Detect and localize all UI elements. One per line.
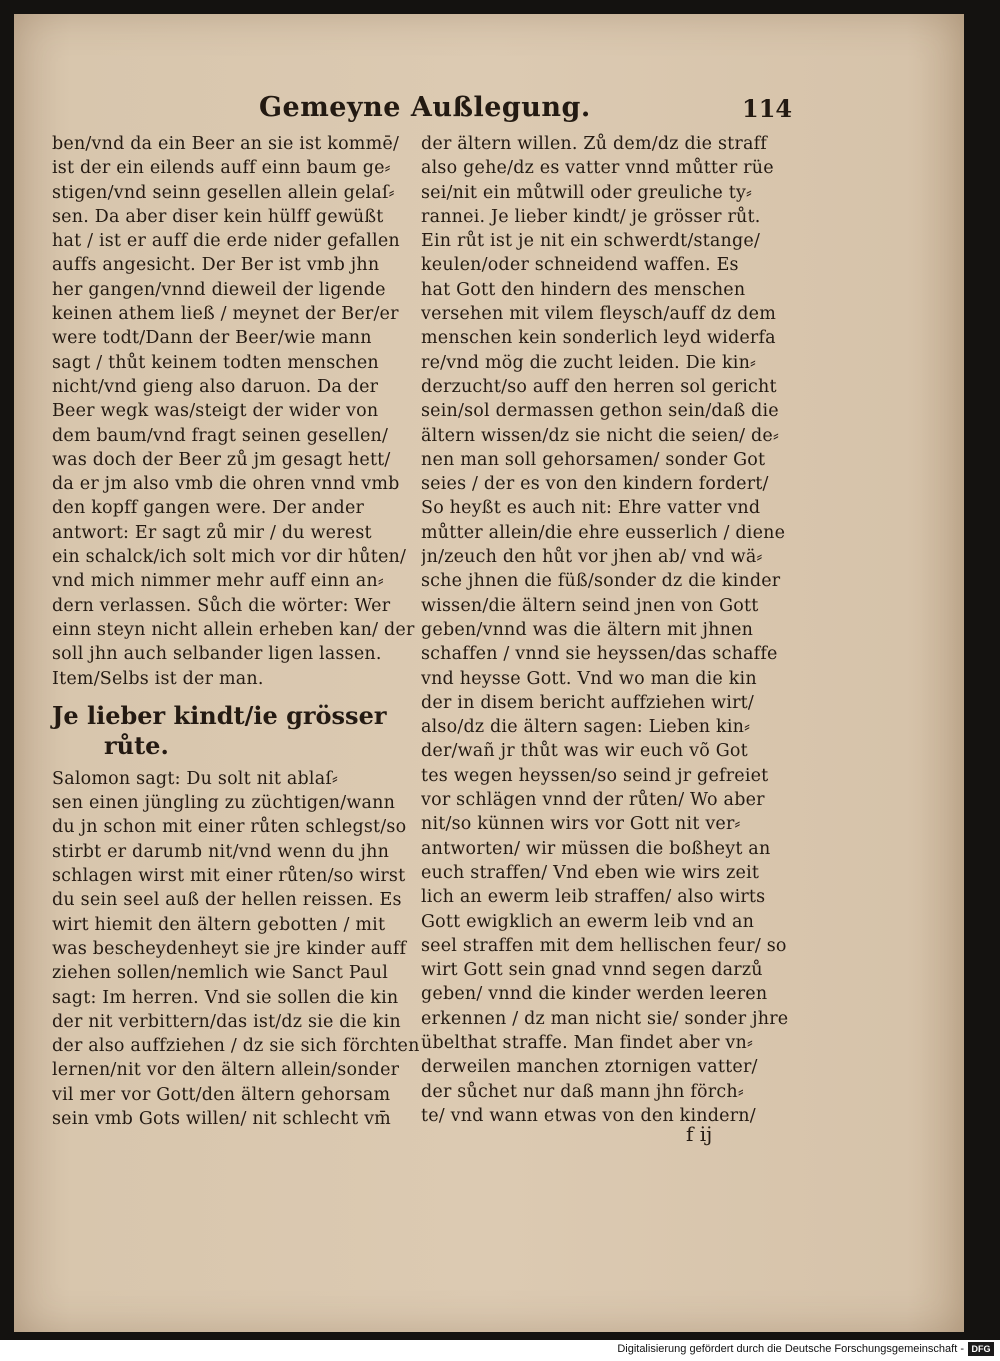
text-line: lernen/nit vor den ältern allein/sonder — [52, 1060, 400, 1081]
text-line: antworten/ wir müssen die boßheyt an — [421, 838, 771, 859]
text-line: dem baum/vnd fragt seinen gesellen/ — [52, 425, 389, 446]
text-line: derzucht/so auff den herren sol gericht — [421, 376, 777, 397]
text-line: schaffen / vnnd sie heyssen/das schaffe — [421, 644, 778, 665]
text-line: stigen/vnd seinn gesellen allein gelaſ⸗ — [52, 182, 395, 203]
text-line: hat / ist er auff die erde nider gefallen — [52, 231, 400, 252]
text-line: derweilen manchen ztornigen vatter/ — [421, 1057, 758, 1078]
footer-bar — [0, 1340, 1000, 1361]
text-line: keulen/oder schneidend waffen. Es — [421, 255, 739, 276]
text-line: was bescheydenheyt sie jre kinder auff — [52, 938, 407, 959]
left-text-block-b — [52, 767, 424, 1131]
text-line: Gott ewigklich an ewerm leib vnd an — [421, 911, 755, 932]
left-text-block-a — [52, 132, 424, 691]
text-line: du jn schon mit einer růten schlegst/so — [52, 817, 407, 838]
text-line: menschen kein sonderlich leyd widerfa — [421, 328, 776, 349]
text-line: seies / der es von den kindern fordert/ — [421, 474, 769, 495]
text-line: rannei. Je lieber kindt/ je grösser růt. — [421, 206, 761, 227]
text-line: übelthat straffe. Man findet aber vn⸗ — [421, 1032, 753, 1053]
text-line: Item/Selbs ist der man. — [52, 668, 264, 689]
text-line: der/wañ jr thůt was wir euch võ Got — [421, 741, 748, 762]
text-line: geben/ vnnd die kinder werden leeren — [421, 984, 768, 1005]
text-line: sen einen jüngling zu züchtigen/wann — [52, 793, 396, 814]
text-line: Beer wegk was/steigt der wider von — [52, 401, 379, 422]
text-line: sen. Da aber diser kein hülff gewüßt — [52, 206, 384, 227]
text-line: einn steyn nicht allein erheben kan/ der — [52, 619, 415, 640]
text-line: ben/vnd da ein Beer an sie ist kommē/ — [52, 134, 400, 154]
text-line: seel straffen mit dem hellischen feur/ so — [421, 935, 787, 956]
funding-credit: Digitalisierung gefördert durch die Deutsche Forschungsgemeinschaft - — [617, 1343, 964, 1355]
text-line: jn/zeuch den hůt vor jhen ab/ vnd wä⸗ — [421, 547, 763, 568]
text-line: soll jhn auch selbander ligen lassen. — [52, 644, 382, 665]
text-line: den kopff gangen were. Der ander — [52, 498, 365, 519]
text-line: da er jm also vmb die ohren vnnd vmb — [52, 474, 400, 495]
running-title: Gemeyne Außlegung. — [259, 92, 591, 123]
text-line: vnd heysse Gott. Vnd wo man die kin — [421, 668, 757, 689]
text-line: ziehen sollen/nemlich wie Sanct Paul — [52, 963, 388, 984]
text-line: můtter allein/die ehre eusserlich / diene — [421, 522, 786, 543]
text-line: nen man soll gehorsamen/ sonder Got — [421, 449, 766, 470]
right-column — [421, 132, 796, 1128]
text-line: nicht/vnd gieng also daruon. Da der — [52, 376, 379, 397]
text-line: stirbt er darumb nit/vnd wenn du jhn — [52, 841, 390, 862]
text-line: also/dz die ältern sagen: Lieben kin⸗ — [421, 717, 751, 738]
section-heading-line-2: růte. — [104, 730, 169, 760]
text-line: auffs angesicht. Der Ber ist vmb jhn — [52, 255, 380, 276]
text-line: hat Gott den hindern des menschen — [421, 279, 746, 300]
text-line: ist der ein eilends auff einn baum ge⸗ — [52, 158, 391, 179]
signature-mark: f ij — [686, 1122, 713, 1146]
left-column — [52, 132, 424, 1131]
text-line: was doch der Beer zů jm gesagt hett/ — [52, 449, 391, 470]
text-line: antwort: Er sagt zů mir / du werest — [52, 522, 372, 543]
text-line: re/vnd mög die zucht leiden. Die kin⸗ — [421, 352, 757, 373]
text-line: Ein růt ist je nit ein schwerdt/stange/ — [421, 231, 761, 252]
text-line: lich an ewerm leib straffen/ also wirts — [421, 887, 766, 908]
text-line: So heyßt es auch nit: Ehre vatter vnd — [421, 498, 761, 519]
text-line: nit/so künnen wirs vor Gott nit ver⸗ — [421, 814, 741, 835]
text-line: vor schlägen vnnd der růten/ Wo aber — [421, 790, 765, 811]
text-line: ein schalck/ich solt mich vor dir hůten/ — [52, 547, 407, 568]
text-line: tes wegen heyssen/so seind jr gefreiet — [421, 765, 769, 786]
book-page — [14, 14, 964, 1332]
text-line: keinen athem ließ / meynet der Ber/er — [52, 304, 399, 325]
text-line: der sůchet nur daß mann jhn förch⸗ — [421, 1081, 744, 1102]
text-line: were todt/Dann der Beer/wie mann — [52, 328, 372, 349]
text-line: versehen mit vilem fleysch/auff dz dem — [421, 304, 777, 325]
dfg-logo: DFG — [968, 1342, 994, 1356]
text-line: her gangen/vnnd dieweil der ligende — [52, 279, 386, 300]
text-line: der also auffziehen / dz sie sich förchten — [52, 1036, 420, 1057]
text-line: wissen/die ältern seind jnen von Gott — [421, 595, 759, 616]
text-line: euch straffen/ Vnd eben wie wirs zeit — [421, 862, 760, 883]
page-header — [14, 92, 964, 132]
text-line: dern verlassen. Sůch die wörter: Wer — [52, 595, 391, 616]
text-line: sagt / thůt keinem todten menschen — [52, 352, 379, 373]
right-text-block — [421, 132, 796, 1128]
text-line: also gehe/dz es vatter vnnd můtter rüe — [421, 158, 774, 179]
text-line: sein/sol dermassen gethon sein/daß die — [421, 401, 779, 422]
text-line: ältern wissen/dz sie nicht die seien/ de⸗ — [421, 425, 780, 446]
text-line: sei/nit ein můtwill oder greuliche ty⸗ — [421, 182, 753, 203]
text-line: te/ vnd wann etwas von den kindern/ — [421, 1105, 756, 1126]
text-line: Salomon sagt: Du solt nit ablaſ⸗ — [52, 768, 339, 789]
page-number: 114 — [742, 94, 793, 123]
text-line: sein vmb Gots willen/ nit schlecht vm̄ — [52, 1108, 391, 1129]
text-line: erkennen / dz man nicht sie/ sonder jhre — [421, 1008, 789, 1029]
text-line: vnd mich nimmer mehr auff einn an⸗ — [52, 571, 384, 592]
text-line: wirt hiemit den ältern gebotten / mit — [52, 914, 386, 935]
text-line: der nit verbittern/das ist/dz sie die kin — [52, 1011, 401, 1032]
text-line: schlagen wirst mit einer růten/so wirst — [52, 866, 406, 887]
text-line: vil mer vor Gott/den ältern gehorsam — [52, 1084, 391, 1105]
text-line: geben/vnnd was die ältern mit jhnen — [421, 619, 754, 640]
text-line: sche jhnen die füß/sonder dz die kinder — [421, 571, 781, 592]
text-line: wirt Gott sein gnad vnnd segen darzů — [421, 960, 763, 981]
text-line: du sein seel auß der hellen reissen. Es — [52, 890, 402, 911]
text-line: der in disem bericht auffziehen wirt/ — [421, 692, 754, 713]
text-line: der ältern willen. Zů dem/dz die straff — [421, 134, 767, 154]
section-heading-line-1: Je lieber kindt/ie grösser — [52, 700, 387, 730]
text-line: sagt: Im herren. Vnd sie sollen die kin — [52, 987, 399, 1008]
